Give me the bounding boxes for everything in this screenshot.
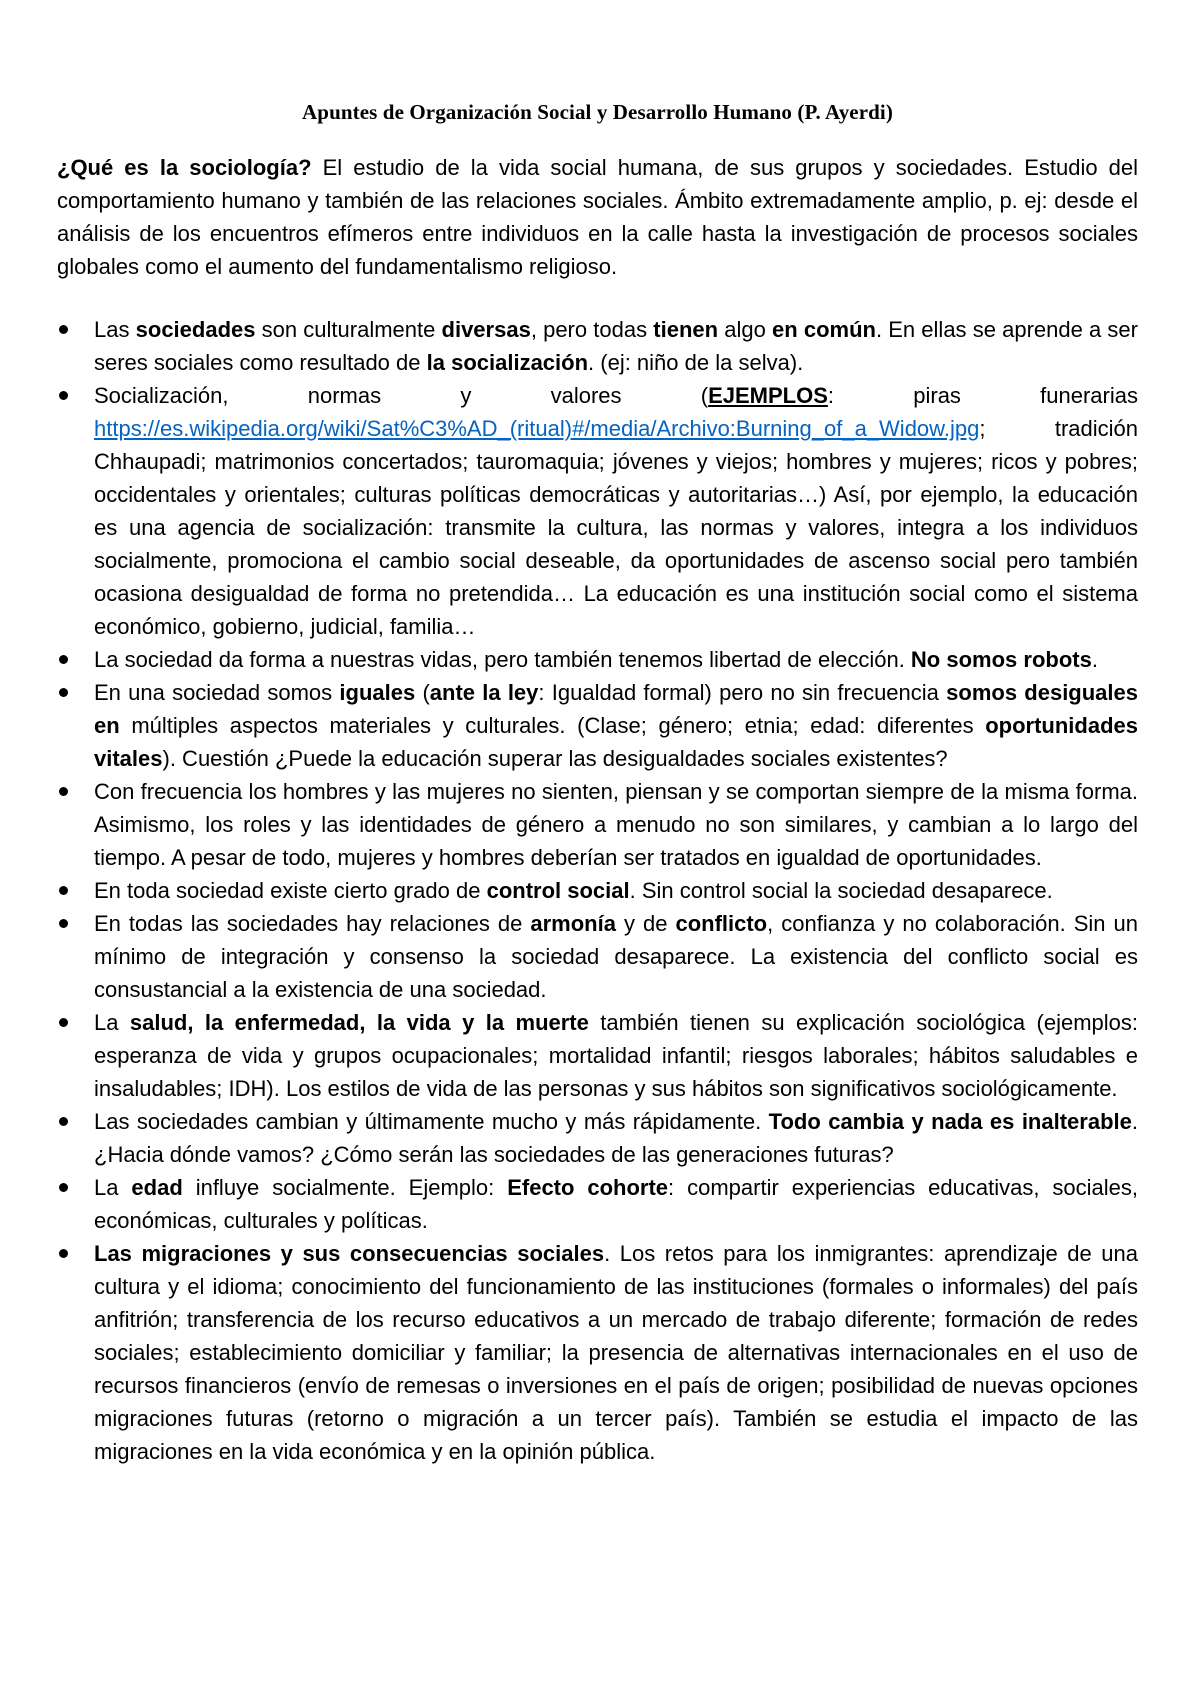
bullet-dot-icon [59, 1018, 68, 1027]
text-run: La [94, 1010, 130, 1035]
bullet-societies [57, 313, 1138, 379]
text-run: . (ej: niño de la selva). [588, 350, 804, 375]
bullet-dot-icon [59, 1183, 68, 1192]
bullet-dot-icon [59, 787, 68, 796]
bullet-harmony-conflict [57, 907, 1138, 1006]
text-run: ; tradición Chhaupadi; matrimonios concertados; tauromaquia; jóvenes y viejos; hombres y mujeres; ricos y pobres; occidentales y orientales; culturas políticas democráticas y autoritarias…) Así, por ejemplo, la educación es una agencia de socialización: transmite la cultura, las normas y valores, integra a los individuos socialmente, promociona el cambio social deseable, da oportunidades de ascenso social pero también ocasiona desigualdad de forma no pretendida… La educación es una institución social como el sistema económico, gobierno, judicial, familia… [94, 416, 1138, 639]
text-run: también tienen su explicación sociológica (ejemplos: esperanza de vida y grupos ocupacionales; mortalidad infantil; riesgos laborales; hábitos saludables e insaludables; IDH). Los estilos de vida de las personas y sus hábitos son significativos sociológicamente. [94, 1010, 1138, 1101]
text-run: En toda sociedad existe cierto grado de [94, 878, 487, 903]
text-run: influye socialmente. Ejemplo: [182, 1175, 508, 1200]
intro-question: ¿Qué es la sociología? [57, 155, 312, 180]
text-run: ). Cuestión ¿Puede la educación superar las desigualdades sociales existentes? [162, 746, 948, 771]
bold-run: edad [131, 1175, 183, 1200]
bullet-migrations [57, 1237, 1138, 1468]
bold-run: oportunidades vitales [94, 713, 1138, 771]
text-run: , confianza y no colaboración. Sin un mínimo de integración y consenso la sociedad desaparece. La existencia del conflicto social es consustancial a la existencia de una sociedad. [94, 911, 1139, 1002]
text-run: . Los retos para los inmigrantes: aprendizaje de una cultura y el idioma; conocimiento del funcionamiento de las instituciones (formales o informales) del país anfitrión; transferencia de los recurso educativos a un mercado de trabajo diferente; formación de redes sociales; establecimiento domiciliar y familiar; la presencia de alternativas internacionales en el uso de recursos financieros (envío de remesas o inversiones en el país de origen; posibilidad de nuevas opciones migraciones futuras (retorno o migración a un tercer país). También se estudia el impacto de las migraciones en la vida económica y en la opinión pública. [94, 1241, 1138, 1464]
bold-run: control social [486, 878, 630, 903]
bold-run: salud, la enfermedad, la vida y la muerte [129, 1010, 589, 1035]
bullet-dot-icon [59, 886, 68, 895]
bullet-list [57, 313, 1138, 1468]
bold-run: Todo cambia y nada es inalterable [768, 1109, 1132, 1134]
bold-run: No somos robots [910, 647, 1092, 672]
bold-run: ante la ley [429, 680, 539, 705]
intro-text: El estudio de la vida social humana, de sus grupos y sociedades. Estudio del comportamiento humano y también de las relaciones sociales. Ámbito extremadamente amplio, p. ej: desde el análisis de los encuentros efímeros entre individuos en la calle hasta la investigación de procesos sociales globales como el aumento del fundamentalismo religioso. [57, 155, 1139, 279]
bullet-gender [57, 775, 1138, 874]
text-run: Las sociedades cambian y últimamente mucho y más rápidamente. [94, 1109, 769, 1134]
text-run: Con frecuencia los hombres y las mujeres no sienten, piensan y se comportan siempre de la misma forma. Asimismo, los roles y las identidades de género a menudo no son similares, y cambian a lo largo del tiempo. A pesar de todo, mujeres y hombres deberían ser tratados en igualdad de oportunidades. [94, 779, 1138, 870]
bold-run: armonía [530, 911, 616, 936]
bold-run: en común [772, 317, 876, 342]
bold-run: tienen [653, 317, 719, 342]
text-run: , pero todas [530, 317, 654, 342]
bold-run: diversas [441, 317, 531, 342]
bullet-dot-icon [59, 919, 68, 928]
bullet-social-control [57, 874, 1138, 907]
bullet-age [57, 1171, 1138, 1237]
bold-run: Efecto cohorte [507, 1175, 669, 1200]
bullet-change [57, 1105, 1138, 1171]
text-run: En todas las sociedades hay relaciones de [94, 911, 531, 936]
bullet-dot-icon [59, 325, 68, 334]
text-run: Socialización, normas y valores ( [94, 383, 709, 408]
bold-run: sociedades [135, 317, 256, 342]
bold-run: la socialización [426, 350, 589, 375]
bullet-dot-icon [59, 1249, 68, 1258]
bullet-socialization [57, 379, 1138, 643]
text-run: En una sociedad somos [94, 680, 340, 705]
bold-run: iguales [339, 680, 416, 705]
bold-run: conflicto [675, 911, 768, 936]
bullet-health [57, 1006, 1138, 1105]
text-run: algo [718, 317, 772, 342]
bold-run: Las migraciones y sus consecuencias sociales [94, 1241, 605, 1266]
document-title: Apuntes de Organización Social y Desarrollo Humano (P. Ayerdi) [302, 100, 893, 124]
bullet-dot-icon [59, 1117, 68, 1126]
text-run: ( [415, 680, 430, 705]
intro-paragraph [57, 151, 1138, 283]
text-run: . Sin control social la sociedad desaparece. [629, 878, 1053, 903]
bullet-dot-icon [59, 391, 68, 400]
bullet-dot-icon [59, 688, 68, 697]
text-run: : Igualdad formal) pero no sin frecuencia [538, 680, 947, 705]
bullet-freedom [57, 643, 1138, 676]
bullet-equality [57, 676, 1138, 775]
text-run: La [94, 1175, 132, 1200]
text-run: y de [615, 911, 676, 936]
text-run: La sociedad da forma a nuestras vidas, pero también tenemos libertad de elección. [94, 647, 911, 672]
bold-run: somos desiguales en [94, 680, 1138, 738]
text-run: . [1091, 647, 1098, 672]
text-run: : compartir experiencias educativas, sociales, económicas, culturales y políticas. [94, 1175, 1138, 1233]
text-run: . En ellas se aprende a ser seres sociales como resultado de [94, 317, 1138, 375]
wikipedia-link[interactable]: https://es.wikipedia.org/wiki/Sat%C3%AD_(ritual)#/media/Archivo:Burning_of_a_Widow.jpg [94, 416, 980, 441]
text-run: . ¿Hacia dónde vamos? ¿Cómo serán las sociedades de las generaciones futuras? [94, 1109, 1138, 1167]
text-run: Las [94, 317, 136, 342]
text-run: son culturalmente [255, 317, 442, 342]
bold-underlined-run: EJEMPLOS [708, 383, 828, 408]
text-run: múltiples aspectos materiales y culturales. (Clase; género; etnia; edad: diferentes [119, 713, 986, 738]
text-run: : piras funerarias [827, 383, 1138, 408]
bullet-dot-icon [59, 655, 68, 664]
